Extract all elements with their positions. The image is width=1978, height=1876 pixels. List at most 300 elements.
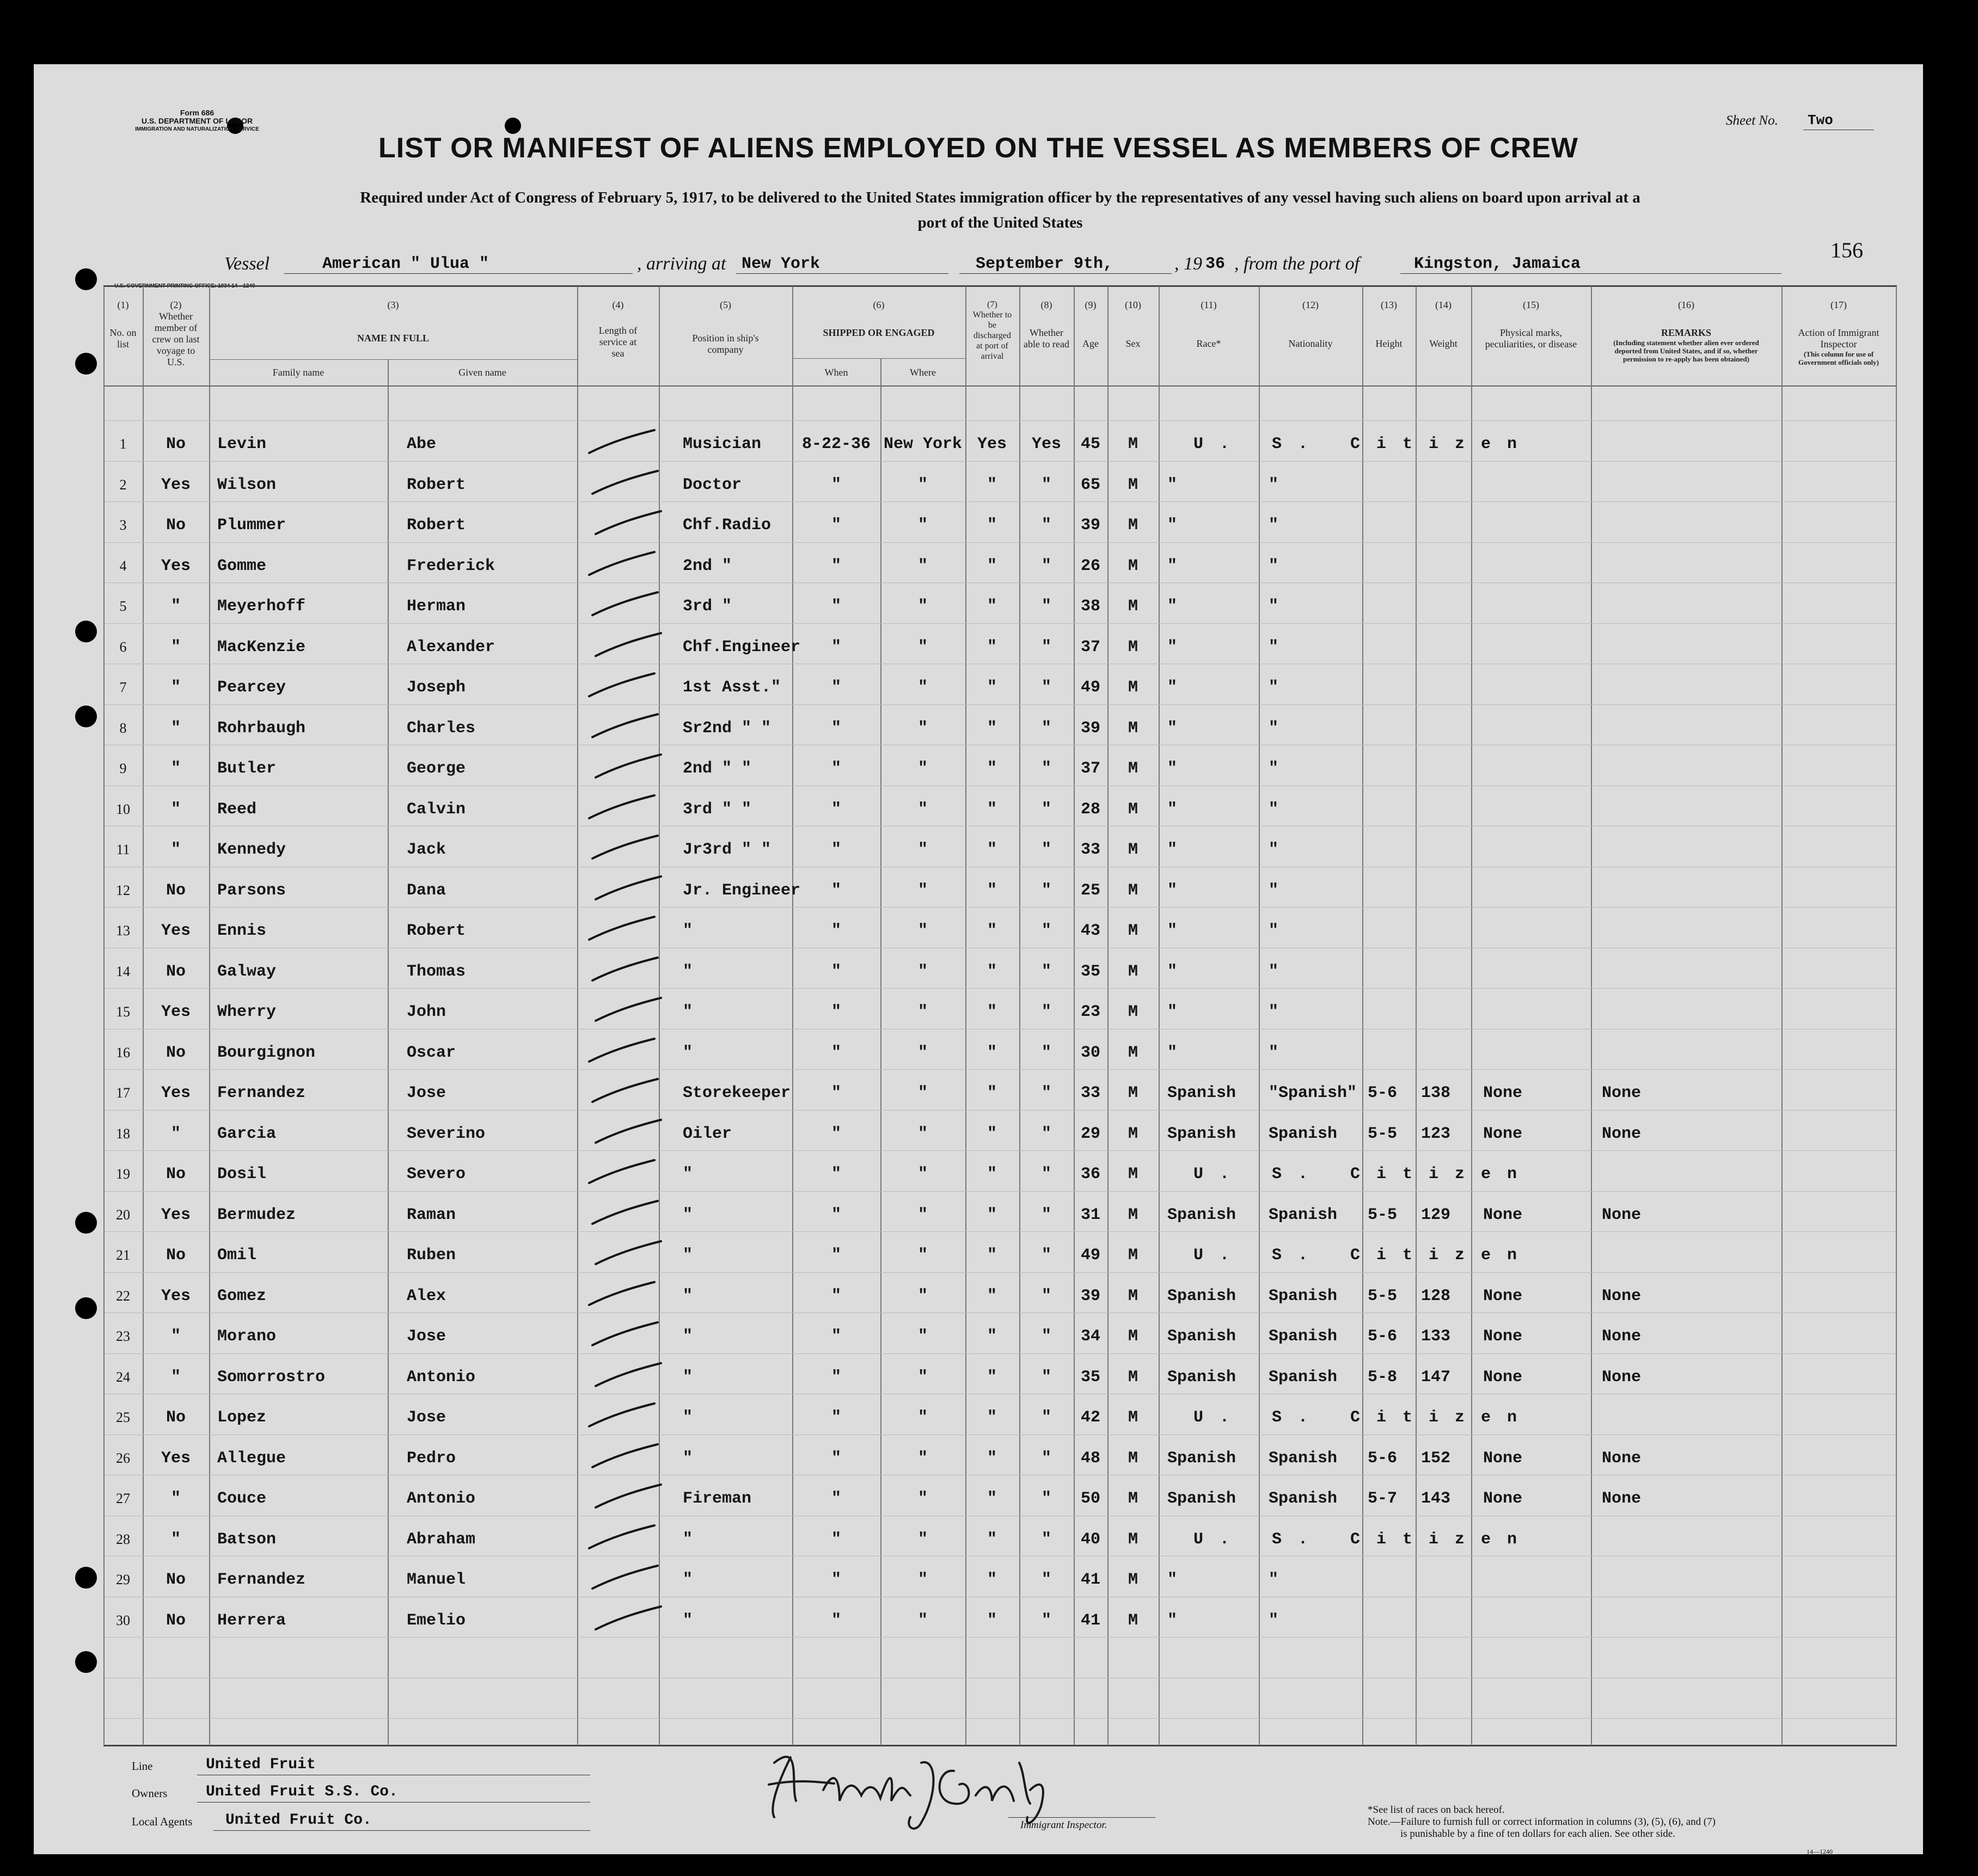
cell-disch: " [987,881,997,900]
cell-position: " [683,1246,693,1265]
cell-age: 39 [1080,1286,1101,1305]
shipped-header-rule [792,358,965,359]
cell-no: 12 [116,882,130,898]
cell-no: 23 [116,1328,130,1344]
col-11-label: Race* [1196,338,1221,349]
from-port: Kingston, Jamaica [1414,255,1581,273]
punch-hole [75,1212,97,1234]
cell-race: " [1167,597,1178,616]
col-9-number: (9) [1085,299,1097,310]
cell-race: U. S. Citizen [1193,1246,1534,1265]
cell-race: U. S. Citizen [1193,1408,1534,1427]
cell-marks: None [1483,1084,1523,1102]
cell-where: " [917,1368,928,1387]
cell-height: 5-5 [1368,1205,1398,1224]
cell-age: 28 [1080,800,1101,819]
cell-disch: " [987,1368,997,1387]
cell-given: Charles [407,719,476,738]
cell-read: " [1041,678,1052,697]
col-rule [1416,286,1417,1745]
cell-prev: No [166,1611,186,1630]
service-tick-mark [590,872,666,905]
cell-no: 5 [119,598,127,614]
cell-sex: M [1128,435,1138,453]
cell-position: " [683,1571,693,1589]
cell-family: Meyerhoff [217,597,306,616]
from-port-line [1400,273,1781,274]
service-tick-mark [584,669,660,702]
col-rule [1591,286,1592,1745]
cell-disch: " [987,1408,997,1427]
cell-disch: " [987,556,997,575]
cell-family: Fernandez [217,1571,306,1589]
cell-family: Plummer [217,516,286,535]
cell-no: 30 [116,1612,130,1628]
cell-nat: " [1269,1611,1279,1630]
service-tick-mark [584,1034,660,1067]
cell-family: Allegue [217,1449,286,1468]
row-rule [105,420,1896,421]
cell-disch: " [987,1286,997,1305]
cell-when: 8-22-36 [801,435,871,453]
cell-remarks: None [1602,1489,1642,1508]
manifest-sheet [34,64,1923,1854]
cell-family: MacKenzie [217,637,306,657]
cell-age: 49 [1080,1246,1101,1265]
row-rule [105,623,1896,624]
cell-height: 5-7 [1368,1489,1398,1508]
col-14-label: Weight [1429,338,1458,349]
cell-read: " [1041,1246,1052,1265]
col-5-label: Position in ship's company [692,333,759,355]
cell-position: 3rd " " [683,800,752,819]
cell-given: Jack [407,841,446,859]
cell-disch: " [987,841,997,859]
cell-given: Antonio [407,1489,476,1508]
row-rule [105,542,1896,543]
punch-hole [75,1651,97,1673]
cell-given: Robert [407,922,466,940]
cell-nat: Spanish [1269,1286,1338,1305]
service-tick-mark [590,629,666,661]
cell-race: " [1167,516,1178,535]
cell-where: " [917,475,928,494]
cell-no: 1 [119,436,127,452]
cell-remarks: None [1602,1449,1642,1468]
cell-disch: " [987,637,997,657]
cell-race: Spanish [1167,1449,1236,1468]
cell-age: 23 [1080,1003,1101,1021]
cell-given: Jose [407,1084,446,1102]
row-rule [105,1069,1896,1070]
col-17-sublabel: (This column for use of Government officials only) [1798,350,1879,366]
cell-position: Fireman [683,1489,752,1508]
cell-given: Calvin [407,800,466,819]
col-rule [1159,286,1160,1745]
cell-race: " [1167,1571,1178,1589]
service-tick-mark [584,426,660,458]
cell-where: " [917,516,928,535]
col-6b-label: Where [910,367,936,378]
cell-race: U. S. Citizen [1193,1165,1534,1184]
cell-remarks: None [1602,1368,1642,1387]
cell-remarks: None [1602,1124,1642,1143]
cell-position: " [683,1530,693,1549]
cell-given: Abe [407,435,437,453]
cell-age: 29 [1080,1124,1101,1143]
cell-prev: " [170,800,181,819]
cell-no: 21 [116,1247,130,1263]
cell-position: Musician [683,435,762,453]
cell-weight: 147 [1421,1368,1451,1387]
vessel-name: American " Ulua " [322,255,489,273]
cell-given: Herman [407,597,466,616]
cell-no: 29 [116,1572,130,1587]
cell-no: 25 [116,1409,130,1425]
cell-given: Robert [407,475,466,494]
cell-weight: 123 [1421,1124,1451,1143]
cell-when: " [831,962,842,981]
cell-age: 33 [1080,841,1101,859]
cell-race: Spanish [1167,1286,1236,1305]
cell-no: 18 [116,1125,130,1142]
cell-position: " [683,962,693,981]
cell-weight: 138 [1421,1084,1451,1102]
cell-given: George [407,759,466,778]
cell-race: " [1167,1043,1178,1062]
cell-when: " [831,1611,842,1630]
cell-no: 8 [119,720,127,736]
col-3a-label: Family name [272,367,324,378]
cell-position: " [683,1368,693,1387]
col-16-sublabel: (Including statement whether alien ever ordered deported from United States, and if so, whether permission to re-apply has been obtained) [1613,339,1759,363]
cell-disch: " [987,1084,997,1102]
cell-where: " [917,637,928,657]
cell-when: " [831,1003,842,1021]
cell-position: Chf.Radio [683,516,771,535]
cell-age: 39 [1080,719,1101,738]
cell-race: " [1167,962,1178,981]
cell-age: 50 [1080,1489,1101,1508]
cell-when: " [831,1571,842,1589]
cell-when: " [831,1327,842,1346]
cell-nat: Spanish [1269,1205,1338,1224]
cell-nat: " [1269,516,1279,535]
cell-no: 7 [119,679,127,695]
cell-disch: Yes [977,435,1007,453]
row-rule [105,907,1896,908]
cell-read: " [1041,1611,1052,1630]
cell-read: " [1041,1530,1052,1549]
cell-race: Spanish [1167,1084,1236,1102]
cell-sex: M [1128,637,1138,657]
cell-read: " [1041,475,1052,494]
cell-race: " [1167,1611,1178,1630]
service-tick-mark [584,791,660,824]
service-tick-mark [587,588,663,621]
form-code: 14—1240 [1806,1848,1833,1854]
cell-weight: 128 [1421,1286,1451,1305]
cell-no: 15 [116,1004,130,1020]
cell-position: Doctor [683,475,742,494]
cell-sex: M [1128,841,1138,859]
cell-prev: " [170,719,181,738]
cell-family: Somorrostro [217,1368,326,1387]
cell-height: 5-6 [1368,1449,1398,1468]
cell-disch: " [987,922,997,940]
cell-family: Parsons [217,881,286,900]
cell-when: " [831,719,842,738]
cell-no: 9 [119,761,127,776]
cell-nat: " [1269,759,1279,778]
cell-given: Alexander [407,637,495,657]
col-5-number: (5) [720,299,731,310]
cell-sex: M [1128,881,1138,900]
agents-value: United Fruit Co. [225,1812,372,1829]
cell-position: Jr3rd " " [683,841,771,859]
cell-sex: M [1128,475,1138,494]
service-tick-mark [584,1156,660,1188]
cell-marks: None [1483,1327,1523,1346]
cell-nat: " [1269,841,1279,859]
cell-read: " [1041,1408,1052,1427]
cell-no: 13 [116,923,130,939]
cell-read: " [1041,719,1052,738]
cell-no: 20 [116,1206,130,1223]
cell-sex: M [1128,719,1138,738]
punch-hole [75,621,97,642]
cell-where: " [917,881,928,900]
cell-family: Garcia [217,1124,277,1143]
cell-when: " [831,1205,842,1224]
cell-where: " [917,759,928,778]
cell-given: Raman [407,1205,456,1224]
cell-age: 43 [1080,922,1101,940]
col-rule [577,286,578,1745]
service-tick-mark [590,750,666,783]
col-rule [1259,286,1260,1745]
cell-race: " [1167,881,1178,900]
cell-disch: " [987,1489,997,1508]
cell-family: Wherry [217,1003,277,1021]
sheet-number-label: Sheet No. [1726,113,1778,128]
col-2-label: Whether member of crew on last voyage to U.S. [152,311,200,367]
cell-position: " [683,922,693,940]
cell-nat: " [1269,1571,1279,1589]
cell-given: Frederick [407,556,495,575]
cell-read: " [1041,1124,1052,1143]
cell-disch: " [987,475,997,494]
cell-family: Bourgignon [217,1043,316,1062]
cell-sex: M [1128,556,1138,575]
cell-where: " [917,719,928,738]
cell-no: 2 [119,476,127,493]
cell-race: " [1167,678,1178,697]
cell-sex: M [1128,962,1138,981]
cell-no: 16 [116,1044,130,1060]
cell-read: " [1041,800,1052,819]
cell-disch: " [987,1611,997,1630]
service-tick-mark [590,1359,666,1391]
col-6-number: (6) [873,299,885,310]
cell-family: Butler [217,759,277,778]
cell-family: Rohrbaugh [217,719,306,738]
cell-age: 41 [1080,1571,1101,1589]
cell-prev: No [166,881,186,900]
cell-when: " [831,1368,842,1387]
cell-prev: No [166,1408,186,1427]
col-rule [1074,286,1075,1745]
cell-when: " [831,1530,842,1549]
cell-nat: Spanish [1269,1489,1338,1508]
inspector-line [1008,1817,1155,1818]
service-tick-mark [587,953,663,986]
col-8-number: (8) [1040,299,1052,310]
cell-disch: " [987,678,997,697]
service-tick-mark [587,1440,663,1473]
cell-no: 24 [116,1369,130,1385]
cell-prev: No [166,1571,186,1589]
cell-sex: M [1128,1489,1138,1508]
note-line1: Note.—Failure to furnish full or correct information in columns (3), (5), (6), and (7) [1368,1816,1716,1828]
cell-where: " [917,841,928,859]
cell-nat: " [1269,922,1279,940]
cell-given: Thomas [407,962,466,981]
vessel-label: Vessel [224,254,270,274]
cell-position: " [683,1043,693,1062]
col-7-number: (7) [987,300,997,309]
cell-age: 31 [1080,1205,1101,1224]
cell-nat: Spanish [1269,1449,1338,1468]
col-rule [209,286,210,1745]
cell-disch: " [987,1165,997,1184]
service-tick-mark [587,710,663,743]
cell-marks: None [1483,1124,1523,1143]
cell-where: " [917,800,928,819]
cell-position: Sr2nd " " [683,719,771,738]
cell-read: " [1041,962,1052,981]
row-rule [105,1191,1896,1192]
cell-disch: " [987,1571,997,1589]
service-tick-mark [587,1197,663,1229]
cell-where: " [917,556,928,575]
cell-nat: " [1269,1003,1279,1021]
cell-weight: 152 [1421,1449,1451,1468]
service-tick-mark [584,548,660,580]
cell-sex: M [1128,922,1138,940]
subtitle-line1: Required under Act of Congress of February 5, 1917, to be delivered to the United States immigration officer by the representatives of any vessel having such aliens on board upon arrival at a [360,189,1640,206]
cell-when: " [831,678,842,697]
col-rule [1896,286,1897,1745]
row-rule [105,501,1896,502]
row-rule [105,1353,1896,1354]
agents-label: Local Agents [132,1815,193,1828]
cell-nat: " [1269,475,1279,494]
cell-race: " [1167,556,1178,575]
cell-height: 5-5 [1368,1286,1398,1305]
cell-where: " [917,597,928,616]
cell-sex: M [1128,1246,1138,1265]
row-rule [105,461,1896,462]
page-title: LIST OR MANIFEST OF ALIENS EMPLOYED ON THE VESSEL AS MEMBERS OF CREW [378,132,1578,164]
col-14-number: (14) [1435,299,1452,310]
cell-where: " [917,1205,928,1224]
row-rule [105,704,1896,705]
cell-where: " [917,1043,928,1062]
col-16-label: REMARKS [1661,327,1711,338]
cell-when: " [831,759,842,778]
cell-age: 36 [1080,1165,1101,1184]
cell-sex: M [1128,1003,1138,1021]
table-top-rule [103,285,1897,287]
cell-when: " [831,881,842,900]
cell-family: Couce [217,1489,267,1508]
cell-marks: None [1483,1449,1523,1468]
cell-no: 17 [116,1085,130,1101]
arriving-port: New York [742,255,820,273]
cell-where: " [917,1124,928,1143]
cell-race: " [1167,475,1178,494]
cell-nat: "Spanish" [1269,1084,1357,1102]
cell-given: Jose [407,1408,446,1427]
cell-sex: M [1128,1165,1138,1184]
cell-position: 2nd " " [683,759,752,778]
cell-given: Manuel [407,1571,466,1589]
cell-sex: M [1128,1368,1138,1387]
cell-marks: None [1483,1205,1523,1224]
col-2-number: (2) [170,299,182,310]
cell-position: Oiler [683,1124,732,1143]
cell-sex: M [1128,678,1138,697]
cell-nat: " [1269,800,1279,819]
service-tick-mark [587,1561,663,1594]
cell-read: " [1041,1165,1052,1184]
cell-prev: No [166,435,186,453]
service-tick-mark [584,1521,660,1554]
cell-race: " [1167,1003,1178,1021]
cell-position: " [683,1165,693,1184]
col-17-number: (17) [1830,299,1847,310]
cell-given: Severino [407,1124,486,1143]
col-rule [792,286,793,1745]
cell-given: John [407,1003,446,1021]
service-tick-mark [584,1399,660,1432]
year-prefix: , 19 [1174,254,1202,274]
cell-family: Dosil [217,1165,267,1184]
cell-given: Antonio [407,1368,476,1387]
cell-prev: Yes [161,922,191,940]
cell-when: " [831,841,842,859]
cell-race: Spanish [1167,1368,1236,1387]
cell-given: Joseph [407,678,466,697]
cell-disch: " [987,1530,997,1549]
cell-when: " [831,1449,842,1468]
col-rule [1781,286,1783,1745]
cell-age: 26 [1080,556,1101,575]
col-rule [1107,286,1109,1745]
punch-hole [75,706,97,727]
service-tick-mark [584,1278,660,1310]
cell-age: 65 [1080,475,1101,494]
cell-age: 48 [1080,1449,1101,1468]
col-1-label: No. on list [109,327,137,350]
cell-read: " [1041,922,1052,940]
cell-race: Spanish [1167,1327,1236,1346]
cell-sex: M [1128,1611,1138,1630]
cell-height: 5-6 [1368,1084,1398,1102]
cell-age: 35 [1080,962,1101,981]
cell-when: " [831,1084,842,1102]
